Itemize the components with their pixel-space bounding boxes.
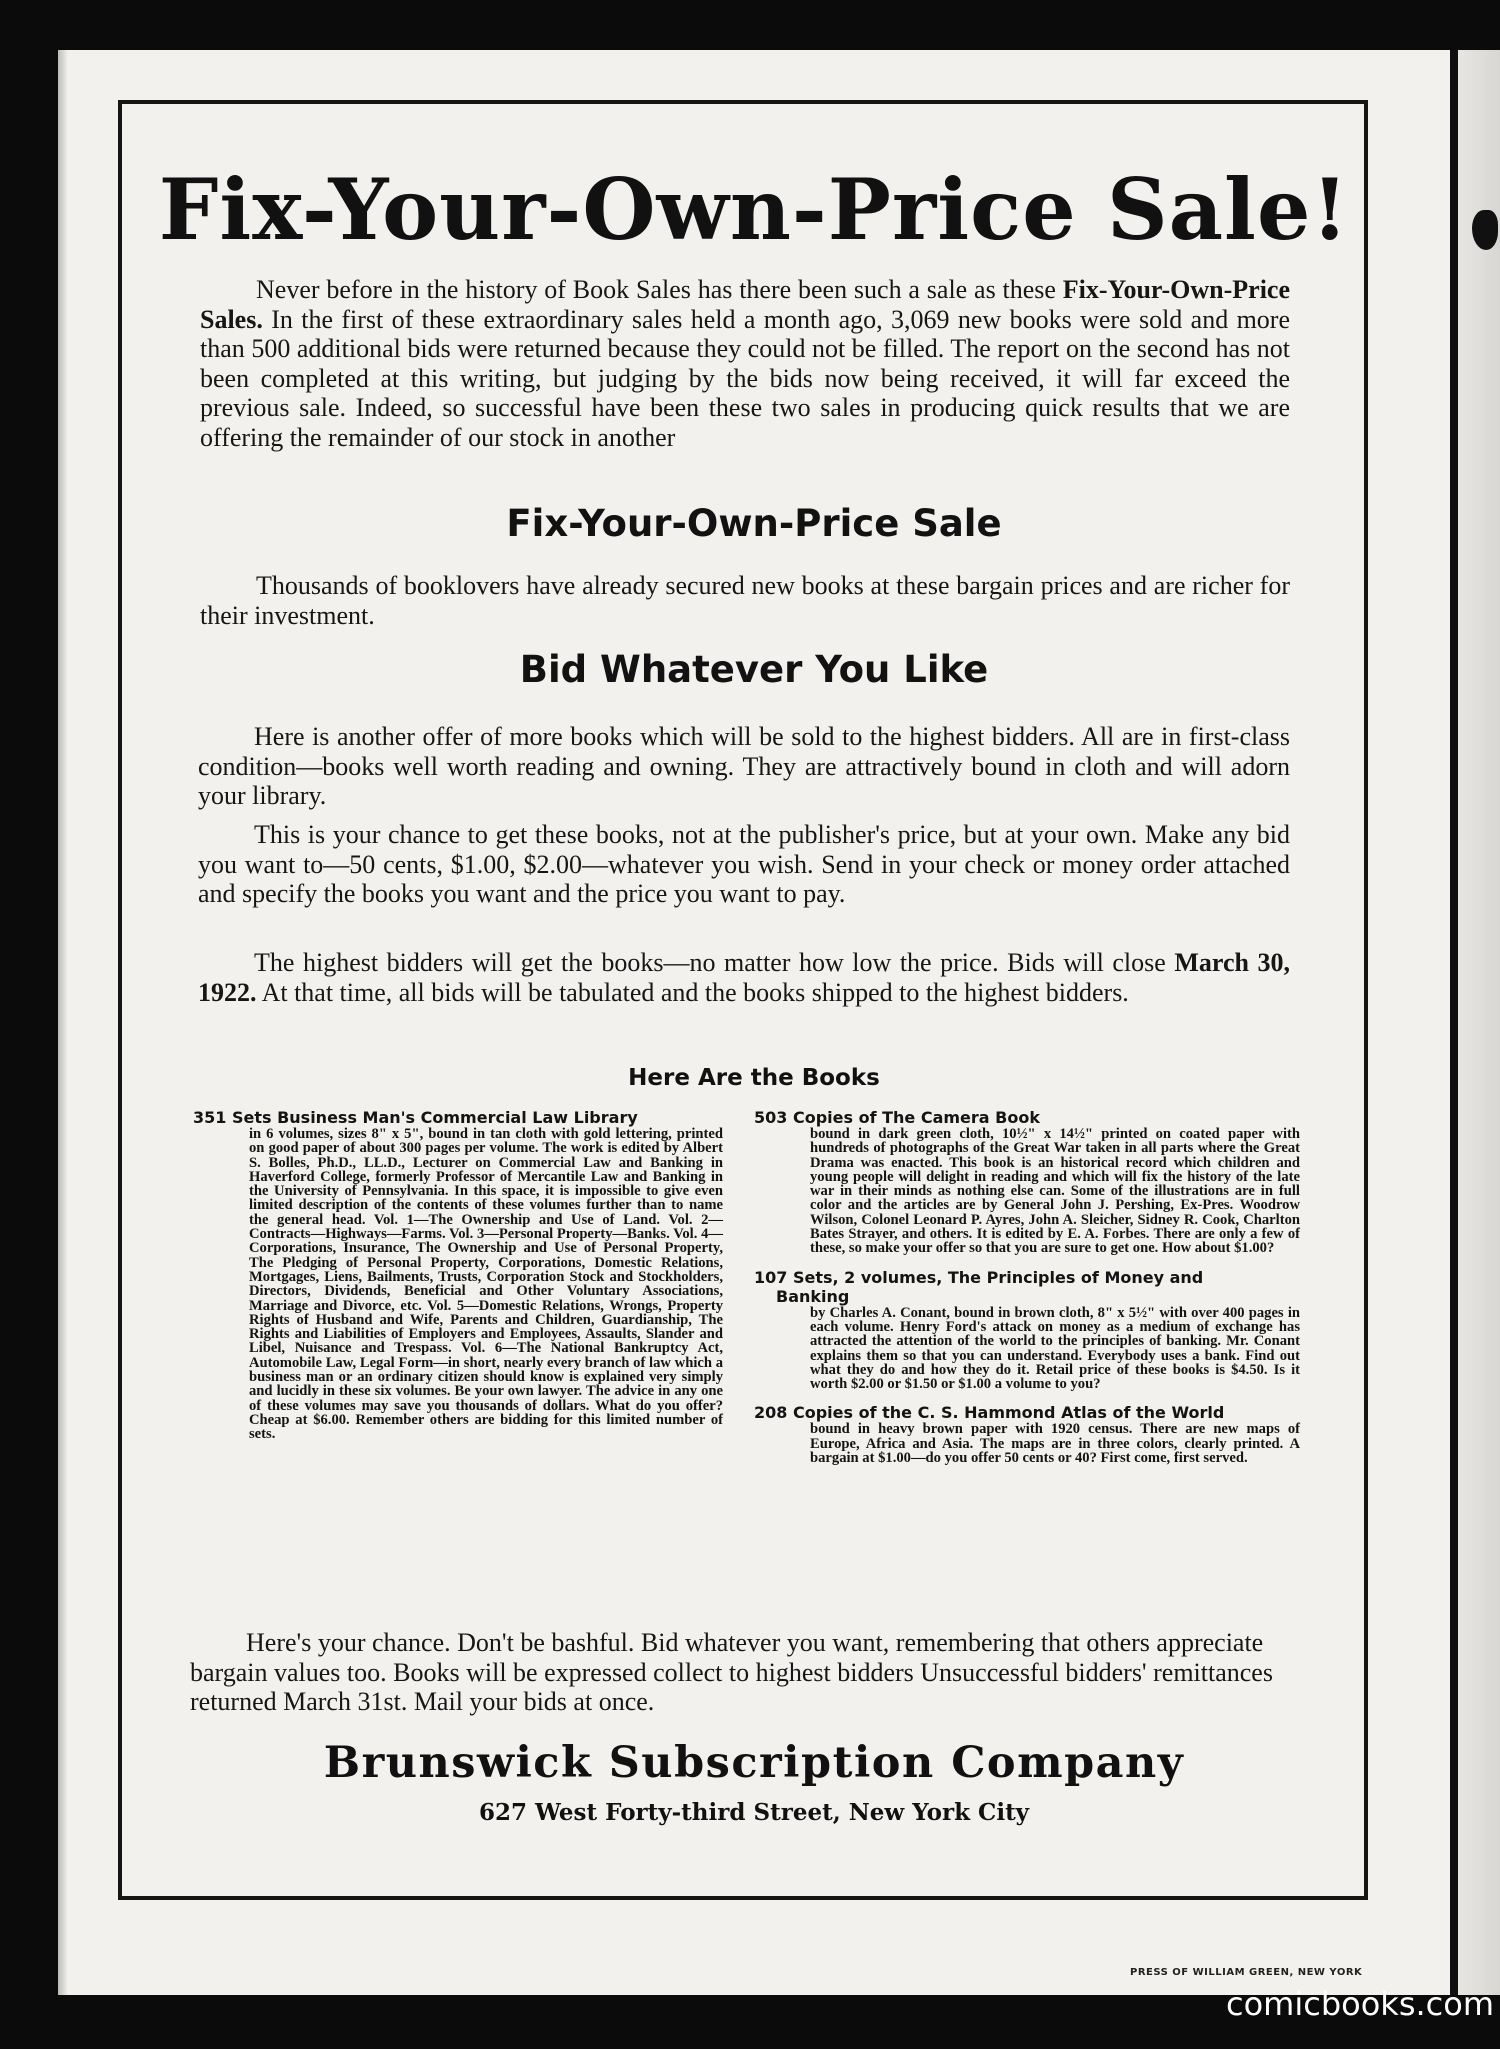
intro-paragraph xyxy=(200,275,1290,452)
company-address: 627 West Forty-third Street, New York City xyxy=(478,1799,1030,1826)
intro-text-1: Never before in the history of Book Sales has there been such a sale as these xyxy=(256,275,1063,304)
press-credit: PRESS OF WILLIAM GREEN, NEW YORK xyxy=(1130,1967,1363,1978)
book-heading: 503 Copies of The Camera Book xyxy=(754,1108,1040,1127)
magazine-page xyxy=(58,50,1450,1995)
books-heading: Here Are the Books xyxy=(628,1065,880,1091)
book-heading-continued: Banking xyxy=(776,1286,850,1306)
book-heading: 208 Copies of the C. S. Hammond Atlas of the World xyxy=(754,1403,1225,1423)
company-name: Brunswick Subscription Company xyxy=(323,1738,1185,1788)
book-description: by Charles A. Conant, bound in brown cloth, 8" x 5½" with over 400 pages in each volume. Henry Ford's attack on money as a medium of exchange has attracted the attention of the world to the principles of banking. Mr. Conant explains them so that you can understand. Everybody uses a bank. Find out what they do and how they do it. Retail price of these books is $4.50. Is it worth $2.00 or $1.50 or $1.00 a volume to you? xyxy=(810,1304,1300,1393)
site-watermark: comicbooks.com xyxy=(1226,1985,1495,2023)
adjacent-page-edge xyxy=(1450,50,1500,1995)
book-listing xyxy=(754,1268,1300,1392)
booklovers-paragraph: Thousands of booklovers have already secured new books at these bargain prices and are richer for their investment. xyxy=(200,571,1290,630)
book-description: bound in heavy brown paper with 1920 census. There are new maps of Europe, Africa and Asia. The maps are in three colors, clearly printed. A bargain at $1.00—do you offer 50 cents or 40? First come, first served. xyxy=(810,1421,1300,1467)
books-column-left xyxy=(193,1108,723,1442)
book-heading: 351 Sets Business Man's Commercial Law Library xyxy=(193,1108,638,1127)
sale-heading: Fix-Your-Own-Price Sale xyxy=(506,502,1002,545)
ink-blot xyxy=(1472,210,1498,250)
close-text-1: The highest bidders will get the books—no matter how low the price. Bids will close xyxy=(254,948,1175,977)
book-description: in 6 volumes, sizes 8" x 5", bound in tan cloth with gold lettering, printed on good paper of about 300 pages per volume. The work is edited by Albert S. Bolles, Ph.D., LL.D., Lecturer on Commercial Law and Banking in Haverford College, formerly Professor of Mercantile Law and Banking in the University of Pennsylvania. In this space, it is impossible to give even limited description of the contents of these volumes further than to name the general head. Vol. 1—The Ownership and Use of Land. Vol. 2—Contracts—Highways—Farms. Vol. 3—Personal Property—Banks. Vol. 4—Corporations, Insurance, The Ownership and Use of Personal Property, The Pledging of Personal Property, Corporations, Domestic Relations, Mortgages, Liens, Bailments, Trusts, Corporation Stock and Stockholders, Directors, Dividends, Beneficial and Other Voluntary Associations, Marriage and Divorce, etc. Vol. 5—Domestic Relations, Wrongs, Property Rights of Husband and Wife, Parents and Children, Guardianship, The Rights and Liabilities of Employers and Employees, Assaults, Slander and Libel, Nuisance and Trespass. Vol. 6—The National Bankruptcy Act, Automobile Law, Legal Form—in short, nearly every branch of law which a business man or an ordinary citizen should know is explained very simply and lucidly in these six volumes. Be your own lawyer. The advice in any one of these volumes may save you thousands of dollars. What do you offer? Cheap at $6.00. Remember others are bidding for this limited number of sets. xyxy=(249,1126,723,1443)
page-shadow xyxy=(58,50,68,1995)
close-paragraph xyxy=(198,948,1290,1007)
offer-paragraph: Here is another offer of more books which will be sold to the highest bidders. All are in first-class condition—books well worth reading and owning. They are attractively bound in cloth and will adorn your library. xyxy=(198,722,1290,810)
close-date: March 30, 1922. xyxy=(198,948,1290,1007)
book-description: bound in dark green cloth, 10½" x 14½" printed on coated paper with hundreds of photographs of the Great War taken in all parts where the Great Drama was enacted. This book is an historical record which children and young people will delight in reading and which will fix the history of the late war in their minds as nothing else can. Some of the illustrations are in full color and the articles are by General John J. Pershing, Ex-Pres. Woodrow Wilson, Colonel Leonard P. Ayres, John A. Sleicher, Sidney R. Cook, Charlton Bates Strayer, and others. It is edited by E. A. Forbes. There are only a few of these, so make your offer so that you are sure to get one. How about $1.00? xyxy=(810,1126,1300,1257)
bid-heading: Bid Whatever You Like xyxy=(519,648,989,691)
closing-paragraph: Here's your chance. Don't be bashful. Bid whatever you want, remembering that others appreciate bargain values too. Books will be expressed collect to highest bidders Unsuccessful bidders' remittances returned March 31st. Mail your bids at once. xyxy=(190,1628,1273,1716)
chance-paragraph: This is your chance to get these books, not at the publisher's price, but at your own. Make any bid you want to—50 cents, $1.00, $2.00—whatever you wish. Send in your check or money order attached and specify the books you want and the price you want to pay. xyxy=(198,820,1290,908)
books-column-right xyxy=(754,1108,1300,1465)
book-listing xyxy=(754,1403,1300,1465)
close-text-2: At that time, all bids will be tabulated and the books shipped to the highest bidders. xyxy=(256,977,1129,1007)
book-heading: 107 Sets, 2 volumes, The Principles of Money and xyxy=(754,1267,1204,1287)
intro-bold-text: Fix-Your-Own-Price Sales. xyxy=(200,275,1290,334)
intro-text-2: In the first of these extraordinary sales held a month ago, 3,069 new books were sold and more than 500 additional bids were returned because they could not be filled. The report on the second has not been completed at this writing, but judging by the bids now being received, it will far exceed the previous sale. Indeed, so successful have been these two sales in producing quick results that we are offering the remainder of our stock in another xyxy=(200,304,1290,452)
ad-title: Fix-Your-Own-Price Sale! xyxy=(158,160,1350,259)
book-listing xyxy=(754,1108,1300,1256)
book-listing xyxy=(193,1108,723,1442)
